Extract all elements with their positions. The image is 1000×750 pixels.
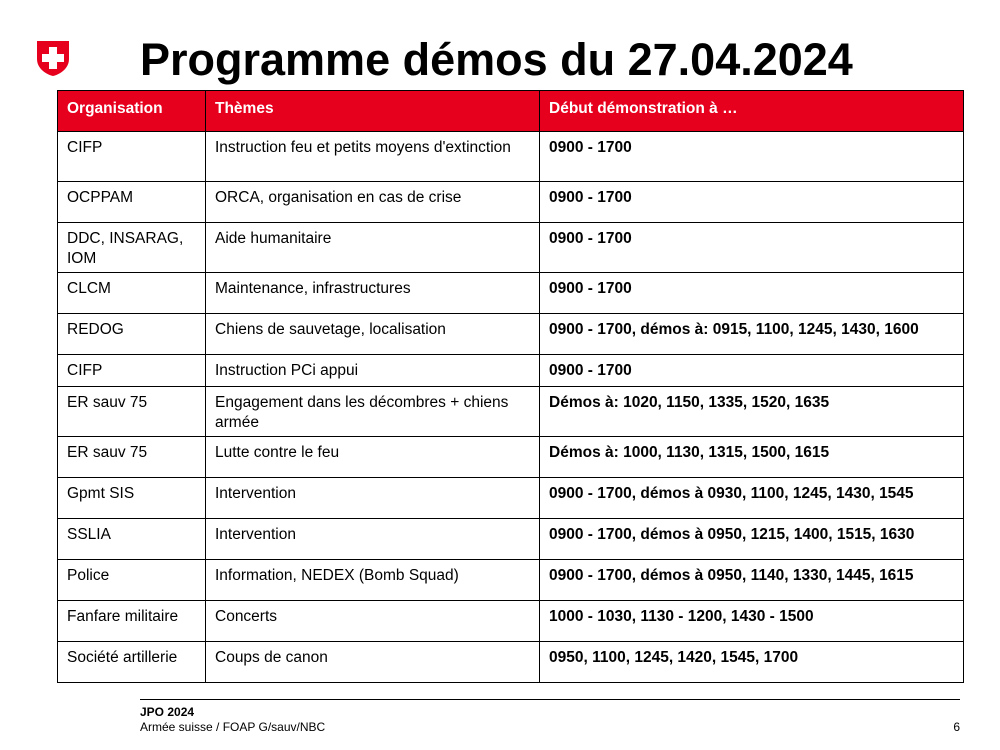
footer-organization: Armée suisse / FOAP G/sauv/NBC: [140, 720, 326, 734]
table-row: [58, 273, 964, 314]
cell-organisation: Police: [58, 560, 206, 601]
cell-theme: Engagement dans les décombres + chiens armée: [206, 387, 540, 437]
cell-theme: Instruction PCi appui: [206, 355, 540, 387]
table-row: [58, 182, 964, 223]
cell-organisation: Fanfare militaire: [58, 601, 206, 642]
cell-time: Démos à: 1000, 1130, 1315, 1500, 1615: [540, 437, 964, 478]
table-row: [58, 314, 964, 355]
cell-time: 0900 - 1700: [540, 182, 964, 223]
footer-event-title: JPO 2024: [140, 705, 195, 719]
table-row: [58, 132, 964, 182]
cell-organisation: CIFP: [58, 355, 206, 387]
cell-time: 1000 - 1030, 1130 - 1200, 1430 - 1500: [540, 601, 964, 642]
cell-organisation: Société artillerie: [58, 642, 206, 683]
table-row: [58, 642, 964, 683]
cell-time: 0950, 1100, 1245, 1420, 1545, 1700: [540, 642, 964, 683]
cell-theme: ORCA, organisation en cas de crise: [206, 182, 540, 223]
table-row: [58, 519, 964, 560]
column-header-start-time: Début démonstration à …: [540, 91, 964, 132]
cell-organisation: Gpmt SIS: [58, 478, 206, 519]
footer-divider: [140, 699, 960, 700]
cell-theme: Chiens de sauvetage, localisation: [206, 314, 540, 355]
cell-time: 0900 - 1700, démos à 0930, 1100, 1245, 1430, 1545: [540, 478, 964, 519]
table-row: [58, 478, 964, 519]
cell-time: 0900 - 1700, démos à 0950, 1140, 1330, 1445, 1615: [540, 560, 964, 601]
table-row: [58, 560, 964, 601]
cell-organisation: REDOG: [58, 314, 206, 355]
cell-organisation: SSLIA: [58, 519, 206, 560]
cell-time: Démos à: 1020, 1150, 1335, 1520, 1635: [540, 387, 964, 437]
cell-theme: Lutte contre le feu: [206, 437, 540, 478]
column-header-themes: Thèmes: [206, 91, 540, 132]
cell-theme: Intervention: [206, 478, 540, 519]
table-header-row: [58, 91, 964, 132]
table-row: [58, 437, 964, 478]
cell-time: 0900 - 1700: [540, 132, 964, 182]
cell-time: 0900 - 1700, démos à: 0915, 1100, 1245, 1430, 1600: [540, 314, 964, 355]
page-number: 6: [953, 720, 960, 734]
cell-time: 0900 - 1700, démos à 0950, 1215, 1400, 1515, 1630: [540, 519, 964, 560]
cell-theme: Coups de canon: [206, 642, 540, 683]
cell-theme: Intervention: [206, 519, 540, 560]
cell-organisation: ER sauv 75: [58, 387, 206, 437]
cell-theme: Instruction feu et petits moyens d'extinction: [206, 132, 540, 182]
cell-theme: Maintenance, infrastructures: [206, 273, 540, 314]
cell-organisation: OCPPAM: [58, 182, 206, 223]
cell-organisation: CIFP: [58, 132, 206, 182]
cell-theme: Concerts: [206, 601, 540, 642]
cell-organisation: ER sauv 75: [58, 437, 206, 478]
table-row: [58, 223, 964, 273]
cell-time: 0900 - 1700: [540, 223, 964, 273]
table-row: [58, 355, 964, 387]
table-row: [58, 387, 964, 437]
cell-theme: Aide humanitaire: [206, 223, 540, 273]
table-row: [58, 601, 964, 642]
cell-organisation: CLCM: [58, 273, 206, 314]
column-header-organisation: Organisation: [58, 91, 206, 132]
cell-theme: Information, NEDEX (Bomb Squad): [206, 560, 540, 601]
cell-time: 0900 - 1700: [540, 355, 964, 387]
cell-time: 0900 - 1700: [540, 273, 964, 314]
page-title: Programme démos du 27.04.2024: [140, 34, 853, 85]
cell-organisation: DDC, INSARAG, IOM: [58, 223, 206, 273]
demo-schedule-table: [57, 90, 964, 683]
swiss-shield-logo-icon: [36, 39, 70, 77]
